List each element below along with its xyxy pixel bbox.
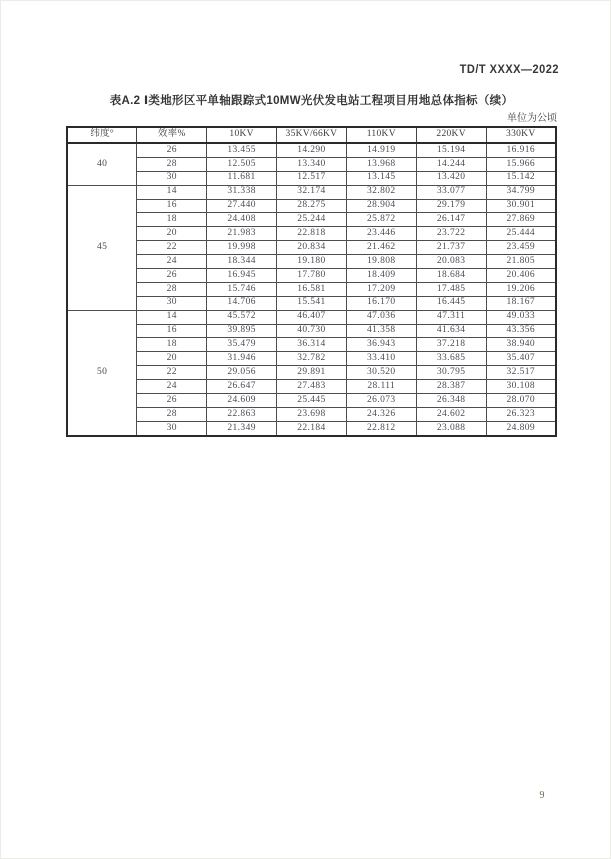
value-cell: 32.517 (486, 366, 556, 380)
value-cell: 13.145 (346, 171, 416, 185)
value-cell: 12.517 (277, 171, 347, 185)
table-row (67, 269, 556, 283)
value-cell: 31.946 (207, 352, 277, 366)
value-cell: 28.904 (346, 199, 416, 213)
efficiency-cell: 28 (137, 157, 207, 171)
value-cell: 24.809 (486, 421, 556, 435)
value-cell: 15.746 (207, 282, 277, 296)
efficiency-cell: 30 (137, 421, 207, 435)
efficiency-cell: 18 (137, 338, 207, 352)
value-cell: 22.863 (207, 407, 277, 421)
value-cell: 14.706 (207, 296, 277, 310)
efficiency-cell: 28 (137, 407, 207, 421)
value-cell: 25.872 (346, 213, 416, 227)
value-cell: 15.142 (486, 171, 556, 185)
efficiency-cell: 18 (137, 213, 207, 227)
value-cell: 24.408 (207, 213, 277, 227)
table-row (67, 380, 556, 394)
value-cell: 22.818 (277, 227, 347, 241)
table-row (67, 157, 556, 171)
value-cell: 14.290 (277, 143, 347, 157)
value-cell: 18.167 (486, 296, 556, 310)
table-row (67, 227, 556, 241)
value-cell: 20.834 (277, 241, 347, 255)
value-cell: 21.462 (346, 241, 416, 255)
value-cell: 47.311 (416, 310, 486, 324)
value-cell: 26.647 (207, 380, 277, 394)
table-row (67, 296, 556, 310)
efficiency-cell: 26 (137, 269, 207, 283)
value-cell: 27.869 (486, 213, 556, 227)
table-row (67, 366, 556, 380)
value-cell: 25.244 (277, 213, 347, 227)
value-cell: 13.420 (416, 171, 486, 185)
value-cell: 15.966 (486, 157, 556, 171)
table-row (67, 241, 556, 255)
value-cell: 13.968 (346, 157, 416, 171)
value-cell: 15.541 (277, 296, 347, 310)
value-cell: 20.406 (486, 269, 556, 283)
table-title: 表A.2 Ⅰ类地形区平单轴跟踪式10MW光伏发电站工程项目用地总体指标（续） (109, 95, 514, 107)
column-header: 效率% (137, 127, 207, 143)
value-cell: 19.998 (207, 241, 277, 255)
value-cell: 12.505 (207, 157, 277, 171)
efficiency-cell: 20 (137, 227, 207, 241)
value-cell: 26.073 (346, 394, 416, 408)
value-cell: 36.943 (346, 338, 416, 352)
value-cell: 30.520 (346, 366, 416, 380)
value-cell: 41.634 (416, 324, 486, 338)
efficiency-cell: 24 (137, 380, 207, 394)
value-cell: 16.445 (416, 296, 486, 310)
value-cell: 26.348 (416, 394, 486, 408)
latitude-cell: 50 (67, 310, 137, 436)
column-header: 330KV (486, 127, 556, 143)
value-cell: 26.323 (486, 407, 556, 421)
value-cell: 18.684 (416, 269, 486, 283)
value-cell: 18.409 (346, 269, 416, 283)
value-cell: 22.812 (346, 421, 416, 435)
value-cell: 33.077 (416, 185, 486, 199)
value-cell: 16.581 (277, 282, 347, 296)
standard-code: TD/T XXXX—2022 (459, 63, 559, 77)
table-row (67, 185, 556, 199)
value-cell: 13.455 (207, 143, 277, 157)
value-cell: 28.275 (277, 199, 347, 213)
page-number: 9 (539, 790, 545, 801)
value-cell: 35.407 (486, 352, 556, 366)
value-cell: 38.940 (486, 338, 556, 352)
value-cell: 13.340 (277, 157, 347, 171)
value-cell: 11.681 (207, 171, 277, 185)
value-cell: 35.479 (207, 338, 277, 352)
efficiency-cell: 22 (137, 366, 207, 380)
table-row (67, 407, 556, 421)
table-row (67, 213, 556, 227)
value-cell: 31.338 (207, 185, 277, 199)
efficiency-cell: 30 (137, 296, 207, 310)
value-cell: 30.795 (416, 366, 486, 380)
efficiency-cell: 14 (137, 310, 207, 324)
value-cell: 21.737 (416, 241, 486, 255)
table-row (67, 199, 556, 213)
value-cell: 23.459 (486, 241, 556, 255)
table-row (67, 310, 556, 324)
value-cell: 43.356 (486, 324, 556, 338)
value-cell: 29.179 (416, 199, 486, 213)
value-cell: 19.808 (346, 255, 416, 269)
value-cell: 46.407 (277, 310, 347, 324)
header-row (67, 127, 556, 143)
column-header: 110KV (346, 127, 416, 143)
value-cell: 24.326 (346, 407, 416, 421)
value-cell: 17.485 (416, 282, 486, 296)
value-cell: 30.901 (486, 199, 556, 213)
value-cell: 33.410 (346, 352, 416, 366)
efficiency-cell: 26 (137, 394, 207, 408)
efficiency-cell: 24 (137, 255, 207, 269)
value-cell: 24.602 (416, 407, 486, 421)
value-cell: 28.111 (346, 380, 416, 394)
efficiency-cell: 30 (137, 171, 207, 185)
value-cell: 21.805 (486, 255, 556, 269)
value-cell: 16.170 (346, 296, 416, 310)
value-cell: 34.799 (486, 185, 556, 199)
value-cell: 14.919 (346, 143, 416, 157)
value-cell: 45.572 (207, 310, 277, 324)
value-cell: 27.440 (207, 199, 277, 213)
land-use-indicator-table (66, 126, 557, 437)
value-cell: 30.108 (486, 380, 556, 394)
value-cell: 22.184 (277, 421, 347, 435)
column-header: 10KV (207, 127, 277, 143)
table-row (67, 282, 556, 296)
table-row (67, 324, 556, 338)
efficiency-cell: 22 (137, 241, 207, 255)
value-cell: 32.782 (277, 352, 347, 366)
value-cell: 15.194 (416, 143, 486, 157)
value-cell: 14.244 (416, 157, 486, 171)
value-cell: 37.218 (416, 338, 486, 352)
value-cell: 32.174 (277, 185, 347, 199)
latitude-cell: 40 (67, 143, 137, 185)
value-cell: 21.983 (207, 227, 277, 241)
value-cell: 20.083 (416, 255, 486, 269)
value-cell: 36.314 (277, 338, 347, 352)
column-header: 纬度° (67, 127, 137, 143)
value-cell: 25.445 (277, 394, 347, 408)
value-cell: 49.033 (486, 310, 556, 324)
value-cell: 23.446 (346, 227, 416, 241)
value-cell: 16.945 (207, 269, 277, 283)
value-cell: 16.916 (486, 143, 556, 157)
value-cell: 21.349 (207, 421, 277, 435)
table-row (67, 171, 556, 185)
value-cell: 23.698 (277, 407, 347, 421)
value-cell: 17.209 (346, 282, 416, 296)
column-header: 220KV (416, 127, 486, 143)
table-row (67, 394, 556, 408)
value-cell: 47.036 (346, 310, 416, 324)
value-cell: 33.685 (416, 352, 486, 366)
value-cell: 26.147 (416, 213, 486, 227)
value-cell: 19.180 (277, 255, 347, 269)
value-cell: 28.387 (416, 380, 486, 394)
efficiency-cell: 26 (137, 143, 207, 157)
value-cell: 29.891 (277, 366, 347, 380)
value-cell: 23.088 (416, 421, 486, 435)
value-cell: 17.780 (277, 269, 347, 283)
value-cell: 28.070 (486, 394, 556, 408)
table-row (67, 338, 556, 352)
efficiency-cell: 16 (137, 324, 207, 338)
efficiency-cell: 16 (137, 199, 207, 213)
efficiency-cell: 20 (137, 352, 207, 366)
table-row (67, 352, 556, 366)
value-cell: 29.056 (207, 366, 277, 380)
table-row (67, 255, 556, 269)
value-cell: 23.722 (416, 227, 486, 241)
value-cell: 41.358 (346, 324, 416, 338)
table-body (67, 143, 556, 436)
efficiency-cell: 14 (137, 185, 207, 199)
value-cell: 19.206 (486, 282, 556, 296)
efficiency-cell: 28 (137, 282, 207, 296)
table-row (67, 421, 556, 435)
table-row (67, 143, 556, 157)
value-cell: 25.444 (486, 227, 556, 241)
value-cell: 27.483 (277, 380, 347, 394)
column-header: 35KV/66KV (277, 127, 347, 143)
value-cell: 18.344 (207, 255, 277, 269)
table-header (67, 127, 556, 143)
value-cell: 32.802 (346, 185, 416, 199)
value-cell: 40.730 (277, 324, 347, 338)
unit-note: 单位为公顷 (507, 113, 557, 124)
value-cell: 24.609 (207, 394, 277, 408)
latitude-cell: 45 (67, 185, 137, 310)
value-cell: 39.895 (207, 324, 277, 338)
